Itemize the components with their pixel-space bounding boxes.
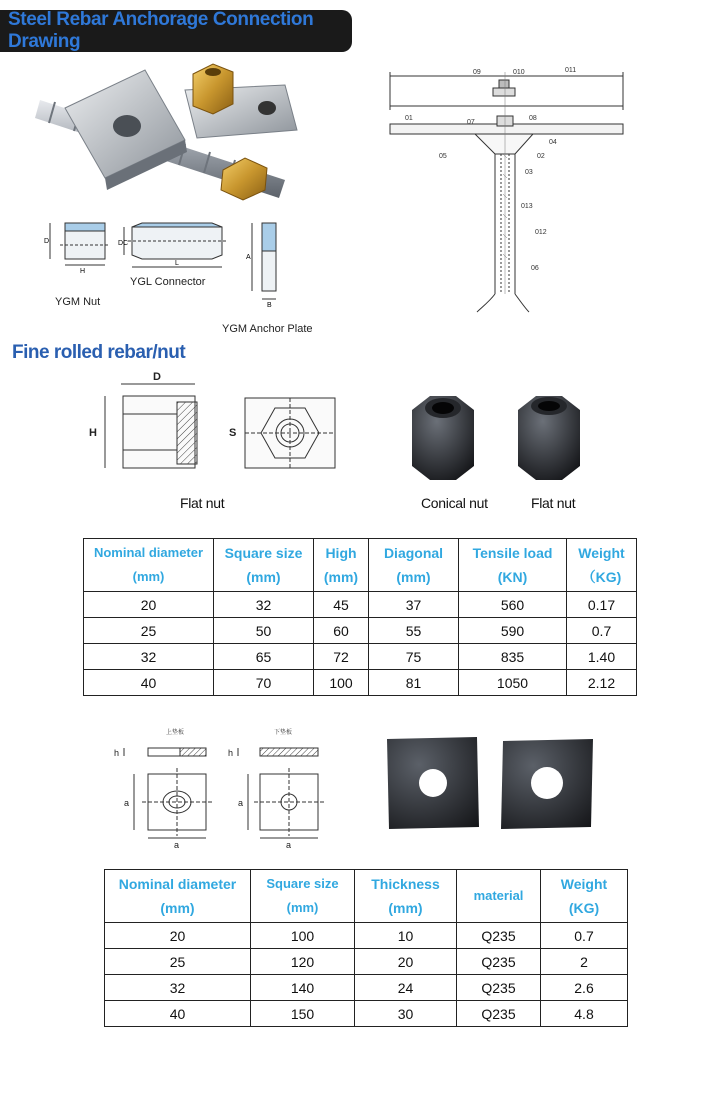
table-row <box>84 592 637 618</box>
dim-b-label: B <box>267 302 272 309</box>
table-cell: 72 <box>314 644 369 670</box>
label-07: 07 <box>467 119 475 126</box>
label-03: 03 <box>525 169 533 176</box>
label-02: 02 <box>537 153 545 160</box>
table-cell: 40 <box>84 670 214 696</box>
table-cell: 2.12 <box>567 670 637 696</box>
dim-dc-label: DC <box>118 240 129 247</box>
label-013: 013 <box>521 203 533 210</box>
table-cell: 25 <box>84 618 214 644</box>
title-banner <box>0 10 352 52</box>
table-cell: 81 <box>369 670 459 696</box>
table-cell: 32 <box>214 592 314 618</box>
table-cell: 50 <box>214 618 314 644</box>
table-cell: 0.7 <box>541 923 628 949</box>
table-row <box>84 670 637 696</box>
page-title: Steel Rebar Anchorage Connection Drawing <box>8 9 314 52</box>
plate-spec-table <box>104 869 628 1027</box>
table-row <box>105 1001 628 1027</box>
label-01: 01 <box>405 115 413 122</box>
table-cell: 10 <box>355 923 457 949</box>
table-row <box>105 975 628 1001</box>
label-08: 08 <box>529 115 537 122</box>
table-cell: Q235 <box>457 923 541 949</box>
table-row <box>84 644 637 670</box>
label-010: 010 <box>513 69 525 76</box>
dim-h-upper-label: h <box>114 748 120 758</box>
nut-header-tensile-load: Tensile load (KN) <box>459 539 567 592</box>
dim-h-nut-label: H <box>89 427 97 439</box>
label-04: 04 <box>549 139 557 146</box>
table-cell: 560 <box>459 592 567 618</box>
dim-s-nut-label: S <box>229 427 237 439</box>
table-cell: 20 <box>105 923 251 949</box>
ygl-connector-caption: YGL Connector <box>130 276 206 288</box>
table-cell: 100 <box>314 670 369 696</box>
label-09: 09 <box>473 69 481 76</box>
rebar-product-photo <box>35 60 310 215</box>
nut-table-header-row <box>84 539 637 592</box>
dim-h-lower-label: h <box>228 748 234 758</box>
plate-technical-drawing <box>108 722 338 852</box>
label-012: 012 <box>535 229 547 236</box>
table-cell: 75 <box>369 644 459 670</box>
table-cell: 20 <box>84 592 214 618</box>
anchorage-section-drawing <box>385 62 635 322</box>
nut-header-nominal-diameter: Nominal diameter (mm) <box>84 539 214 592</box>
label-05: 05 <box>439 153 447 160</box>
table-cell: 32 <box>105 975 251 1001</box>
nut-spec-table <box>83 538 637 696</box>
table-cell: 20 <box>355 949 457 975</box>
table-row <box>105 949 628 975</box>
ygm-anchor-plate-caption: YGM Anchor Plate <box>222 323 313 335</box>
table-cell: 150 <box>251 1001 355 1027</box>
table-cell: 0.7 <box>567 618 637 644</box>
table-cell: 45 <box>314 592 369 618</box>
plate-photos <box>385 735 595 835</box>
table-cell: 4.8 <box>541 1001 628 1027</box>
nut-header-square-size: Square size (mm) <box>214 539 314 592</box>
plate-header-thickness: Thickness (mm) <box>355 870 457 923</box>
plate-header-weight: Weight (KG) <box>541 870 628 923</box>
plate-header-square-size: Square size (mm) <box>251 870 355 923</box>
table-cell: 70 <box>214 670 314 696</box>
table-row <box>105 923 628 949</box>
nut-photos <box>400 380 600 490</box>
table-cell: 40 <box>105 1001 251 1027</box>
table-cell: 55 <box>369 618 459 644</box>
plate-header-material: material <box>457 870 541 923</box>
table-cell: Q235 <box>457 975 541 1001</box>
plate-header-nominal-diameter: Nominal diameter (mm) <box>105 870 251 923</box>
table-cell: 835 <box>459 644 567 670</box>
table-cell: 590 <box>459 618 567 644</box>
dim-a-lower-label: a <box>238 798 244 808</box>
table-cell: 120 <box>251 949 355 975</box>
table-cell: 140 <box>251 975 355 1001</box>
nut-header-high: High (mm) <box>314 539 369 592</box>
table-cell: 24 <box>355 975 457 1001</box>
lower-plate-label: 下垫板 <box>274 729 293 736</box>
nut-header-weight: Weight （KG) <box>567 539 637 592</box>
dim-a-label: A <box>246 254 251 261</box>
section-heading: Fine rolled rebar/nut <box>12 342 186 363</box>
dim-l-label: L <box>175 260 179 267</box>
flat-nut-drawing-caption: Flat nut <box>180 495 225 511</box>
table-cell: Q235 <box>457 949 541 975</box>
ygm-nut-caption: YGM Nut <box>55 296 101 308</box>
table-cell: 1050 <box>459 670 567 696</box>
dim-a-upper-bottom-label: a <box>174 840 180 850</box>
conical-nut-caption: Conical nut <box>421 495 488 511</box>
plate-table-header-row <box>105 870 628 923</box>
table-cell: 100 <box>251 923 355 949</box>
table-cell: 65 <box>214 644 314 670</box>
table-cell: 2 <box>541 949 628 975</box>
table-cell: 1.40 <box>567 644 637 670</box>
label-011: 011 <box>565 67 577 74</box>
dim-h-label: H <box>80 268 86 275</box>
dim-a-lower-bottom-label: a <box>286 840 292 850</box>
table-cell: 0.17 <box>567 592 637 618</box>
table-cell: 25 <box>105 949 251 975</box>
table-cell: 60 <box>314 618 369 644</box>
table-cell: 2.6 <box>541 975 628 1001</box>
dim-d-label: D <box>44 238 50 245</box>
table-cell: 32 <box>84 644 214 670</box>
dim-a-upper-label: a <box>124 798 130 808</box>
table-cell: 30 <box>355 1001 457 1027</box>
nut-header-diagonal: Diagonal (mm) <box>369 539 459 592</box>
table-cell: 37 <box>369 592 459 618</box>
nut-technical-drawing <box>85 368 365 478</box>
table-cell: Q235 <box>457 1001 541 1027</box>
label-06: 06 <box>531 265 539 272</box>
table-row <box>84 618 637 644</box>
flat-nut-photo-caption: Flat nut <box>531 495 576 511</box>
dim-d-nut-label: D <box>153 371 161 383</box>
upper-plate-label: 上垫板 <box>166 729 185 736</box>
